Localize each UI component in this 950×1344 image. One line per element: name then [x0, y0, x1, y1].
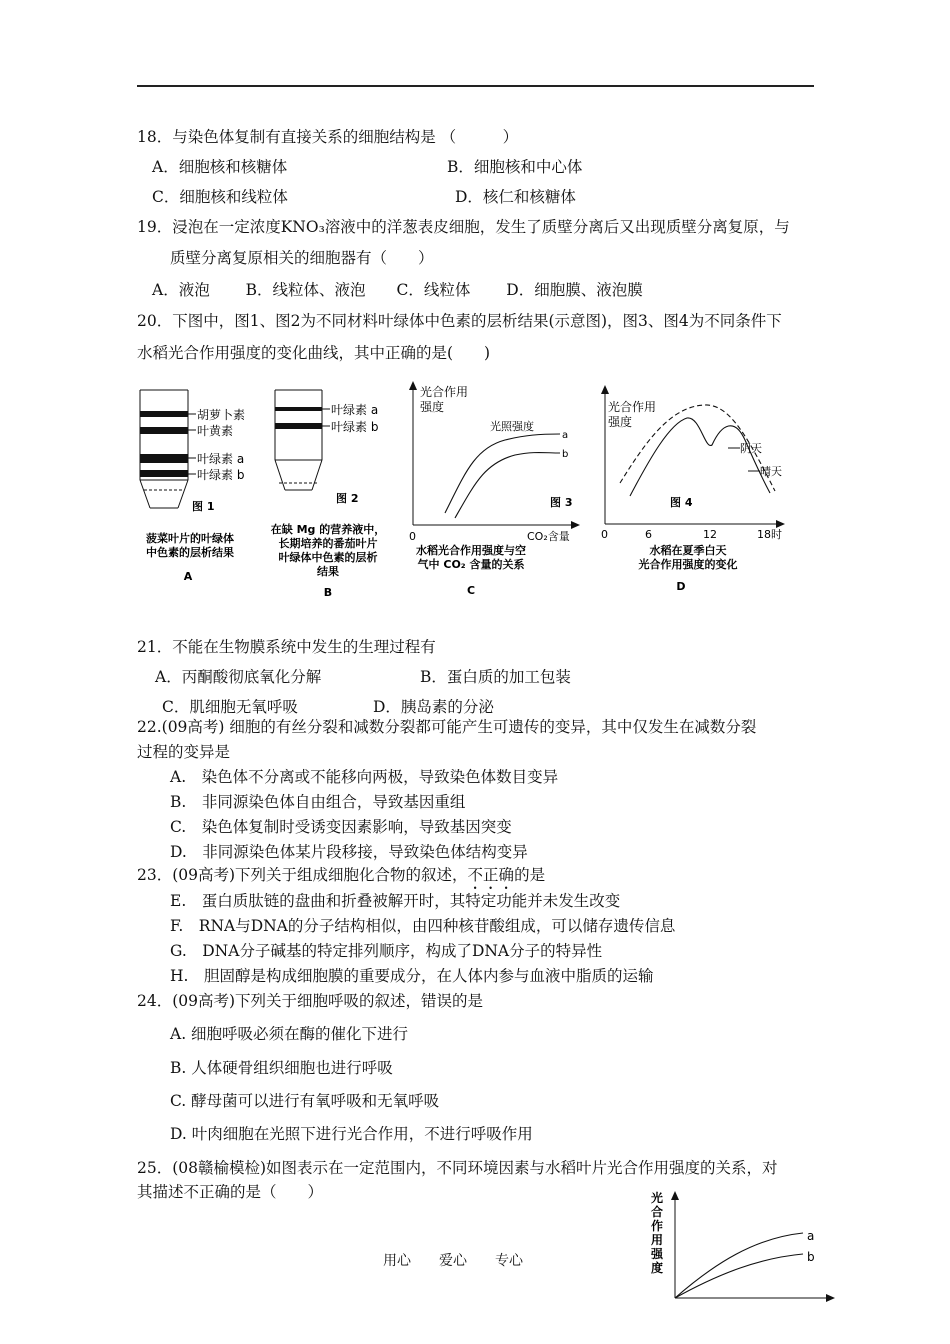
- q21-option-c: C．肌细胞无氧呼吸: [162, 698, 298, 716]
- band-chlorophyll-b: [140, 470, 188, 477]
- figure-d-tick-12: 12: [703, 528, 717, 541]
- band-chlorophyll-a: [140, 454, 188, 463]
- q24-option-c: C. 酵母菌可以进行有氧呼吸和无氧呼吸: [170, 1092, 440, 1110]
- figure-b-caption-1: 在缺 Mg 的营养液中，: [270, 523, 386, 536]
- q22-stem-line2: 过程的变异是: [137, 743, 231, 761]
- q25-ylabel-4: 用: [651, 1233, 664, 1247]
- q25-stem-line2: 其描述不正确的是（ ）: [137, 1183, 324, 1201]
- figure-a-caption-2: 中色素的层析结果: [146, 546, 234, 559]
- q20-stem-line1: 20．下图中，图1、图2为不同材料叶绿体中色素的层析结果(示意图)，图3、图4为不同条件下: [137, 312, 782, 330]
- figure-c-ylabel-2: 强度: [420, 400, 445, 414]
- q23-stem-post: 的是: [514, 866, 546, 884]
- q20-figures: [130, 378, 800, 603]
- q22-option-a: A. 染色体不分离或不能移向两极，导致染色体数目变异: [170, 768, 559, 786]
- q25-stem-line1: 25．(08赣榆模检)如图表示在一定范围内，不同环境因素与水稻叶片光合作用强度的关系，对: [137, 1159, 778, 1177]
- label-xanthophyll: 叶黄素: [197, 424, 234, 438]
- figure-c-caption-2: 气中 CO₂ 含量的关系: [417, 558, 525, 571]
- figure-b-number: 图 2: [336, 492, 359, 505]
- q23-option-h: H. 胆固醇是构成细胞膜的重要成分，在人体内参与血液中脂质的运输: [170, 967, 654, 985]
- figure-c-letter: C: [466, 584, 476, 597]
- q18-option-a: A．细胞核和核糖体: [152, 158, 288, 176]
- figure-c-curve-b: [455, 453, 560, 519]
- band-carotene: [140, 411, 188, 417]
- figure-b: [271, 390, 385, 599]
- figure-c-origin: 0: [409, 530, 416, 543]
- q18-stem: 18．与染色体复制有直接关系的细胞结构是 （ ）: [137, 128, 519, 146]
- label-b-chlorophyll-a: 叶绿素 a: [331, 403, 379, 417]
- q21-option-d: D．胰岛素的分泌: [373, 698, 494, 716]
- figure-a-caption-1: 菠菜叶片的叶绿体: [146, 532, 234, 545]
- figure-b-caption-3: 叶绿体中色素的层析: [278, 551, 378, 564]
- figure-c-series-a: a: [562, 430, 569, 441]
- q18-option-d: D．核仁和核糖体: [455, 188, 576, 206]
- q22-option-d: D. 非同源染色体某片段移接，导致染色体结构变异: [170, 843, 528, 861]
- q18-option-c: C．细胞核和线粒体: [152, 188, 288, 206]
- figure-a-number: 图 1: [192, 500, 215, 513]
- figure-d-letter: D: [676, 580, 686, 593]
- figure-b-caption-2: 长期培养的番茄叶片: [278, 537, 378, 550]
- figure-d-xunit: 时: [771, 528, 782, 541]
- figure-c-curve-label: 光照强度: [490, 420, 534, 433]
- figure-d-caption-1: 水稻在夏季白天: [649, 544, 727, 557]
- figure-a-letter: A: [183, 570, 193, 583]
- label-chlorophyll-b: 叶绿素 b: [197, 468, 245, 482]
- figure-c-number: 图 3: [550, 496, 573, 509]
- q21-stem: 21．不能在生物膜系统中发生的生理过程有: [137, 638, 436, 656]
- q24-option-b: B. 人体硬骨组织细胞也进行呼吸: [170, 1059, 393, 1077]
- figure-c-curve-a: [445, 434, 560, 513]
- q21-option-b: B．蛋白质的加工包装: [420, 668, 571, 686]
- figure-d-tick-6: 6: [645, 528, 652, 541]
- q21-option-a: A．丙酮酸彻底氧化分解: [155, 668, 322, 686]
- figure-d-ylabel-2: 强度: [608, 415, 633, 429]
- band-xanthophyll: [140, 427, 188, 434]
- q24-option-d: D. 叶肉细胞在光照下进行光合作用，不进行呼吸作用: [170, 1125, 533, 1143]
- figure-c-ylabel-1: 光合作用: [420, 385, 469, 399]
- figure-d-caption-2: 光合作用强度的变化: [638, 558, 738, 571]
- q23-option-g: G. DNA分子碱基的特定排列顺序，构成了DNA分子的特异性: [170, 942, 603, 960]
- q23-stem: [137, 865, 545, 893]
- q25-ylabel-3: 作: [651, 1219, 664, 1233]
- header-rule: [137, 85, 814, 87]
- page-footer: 用心 爱心 专心: [383, 1253, 523, 1269]
- q23-option-e: E. 蛋白质肽链的盘曲和折叠被解开时，其特定功能并未发生改变: [170, 892, 621, 910]
- q19-stem-line2: 质壁分离复原相关的细胞器有（ ）: [170, 249, 434, 267]
- figure-d-tick-0: 0: [601, 528, 608, 541]
- figure-b-letter: B: [323, 586, 333, 599]
- q25-curve-b: [675, 1254, 803, 1298]
- figure-a: [140, 390, 245, 583]
- q19-options: A．液泡 B．线粒体、液泡 C．线粒体 D．细胞膜、液泡膜: [152, 281, 643, 299]
- q24-option-a: A. 细胞呼吸必须在酶的催化下进行: [170, 1025, 409, 1043]
- q25-ylabel-2: 合: [651, 1205, 664, 1219]
- q22-option-b: B. 非同源染色体自由组合，导致基因重组: [170, 793, 466, 811]
- figure-c-series-b: b: [562, 449, 569, 460]
- q23-stem-emphasis: 不正确: [467, 866, 515, 884]
- q23-stem-pre: 23．(09高考)下列关于组成细胞化合物的叙述，: [137, 866, 468, 884]
- figure-d-number: 图 4: [670, 496, 693, 509]
- figure-d-series-cloudy: 阴天: [740, 442, 762, 455]
- q22-stem-line1: 22.(09高考) 细胞的有丝分裂和减数分裂都可能产生可遗传的变异，其中仅发生在减数分裂: [137, 718, 757, 736]
- figure-c-caption-1: 水稻光合作用强度与空: [416, 544, 526, 557]
- q18-option-b: B．细胞核和中心体: [447, 158, 583, 176]
- q25-ylabel-6: 度: [651, 1261, 664, 1275]
- label-chlorophyll-a: 叶绿素 a: [197, 452, 245, 466]
- q24-stem: 24．(09高考)下列关于细胞呼吸的叙述，错误的是: [137, 992, 484, 1010]
- figure-c-xlabel: CO₂含量: [527, 530, 570, 543]
- figure-d-ylabel-1: 光合作用: [608, 400, 657, 414]
- figure-d-tick-18: 18: [757, 528, 771, 541]
- figure-b-caption-4: 结果: [317, 565, 339, 578]
- band-b-chlorophyll-b: [275, 423, 322, 429]
- q25-series-b: b: [807, 1250, 815, 1264]
- band-b-chlorophyll-a: [275, 407, 322, 411]
- q25-figure: [645, 1188, 845, 1306]
- label-b-chlorophyll-b: 叶绿素 b: [331, 420, 379, 434]
- figure-d-series-sunny: 晴天: [760, 465, 782, 478]
- figure-c: [409, 381, 580, 597]
- q22-option-c: C. 染色体复制时受诱变因素影响，导致基因突变: [170, 818, 512, 836]
- q20-stem-line2: 水稻光合作用强度的变化曲线，其中正确的是( ): [137, 344, 491, 362]
- label-carotene: 胡萝卜素: [197, 408, 246, 422]
- q19-stem-line1: 19．浸泡在一定浓度KNO₃溶液中的洋葱表皮细胞，发生了质壁分离后又出现质壁分离复原，与: [137, 218, 790, 236]
- q25-series-a: a: [807, 1229, 815, 1243]
- q25-ylabel-1: 光: [651, 1191, 664, 1205]
- q25-ylabel-5: 强: [651, 1247, 664, 1261]
- q23-option-f: F. RNA与DNA的分子结构相似，由四种核苷酸组成，可以储存遗传信息: [170, 917, 676, 935]
- figure-d-curve-sunny: [630, 418, 770, 496]
- figure-d: [601, 385, 785, 593]
